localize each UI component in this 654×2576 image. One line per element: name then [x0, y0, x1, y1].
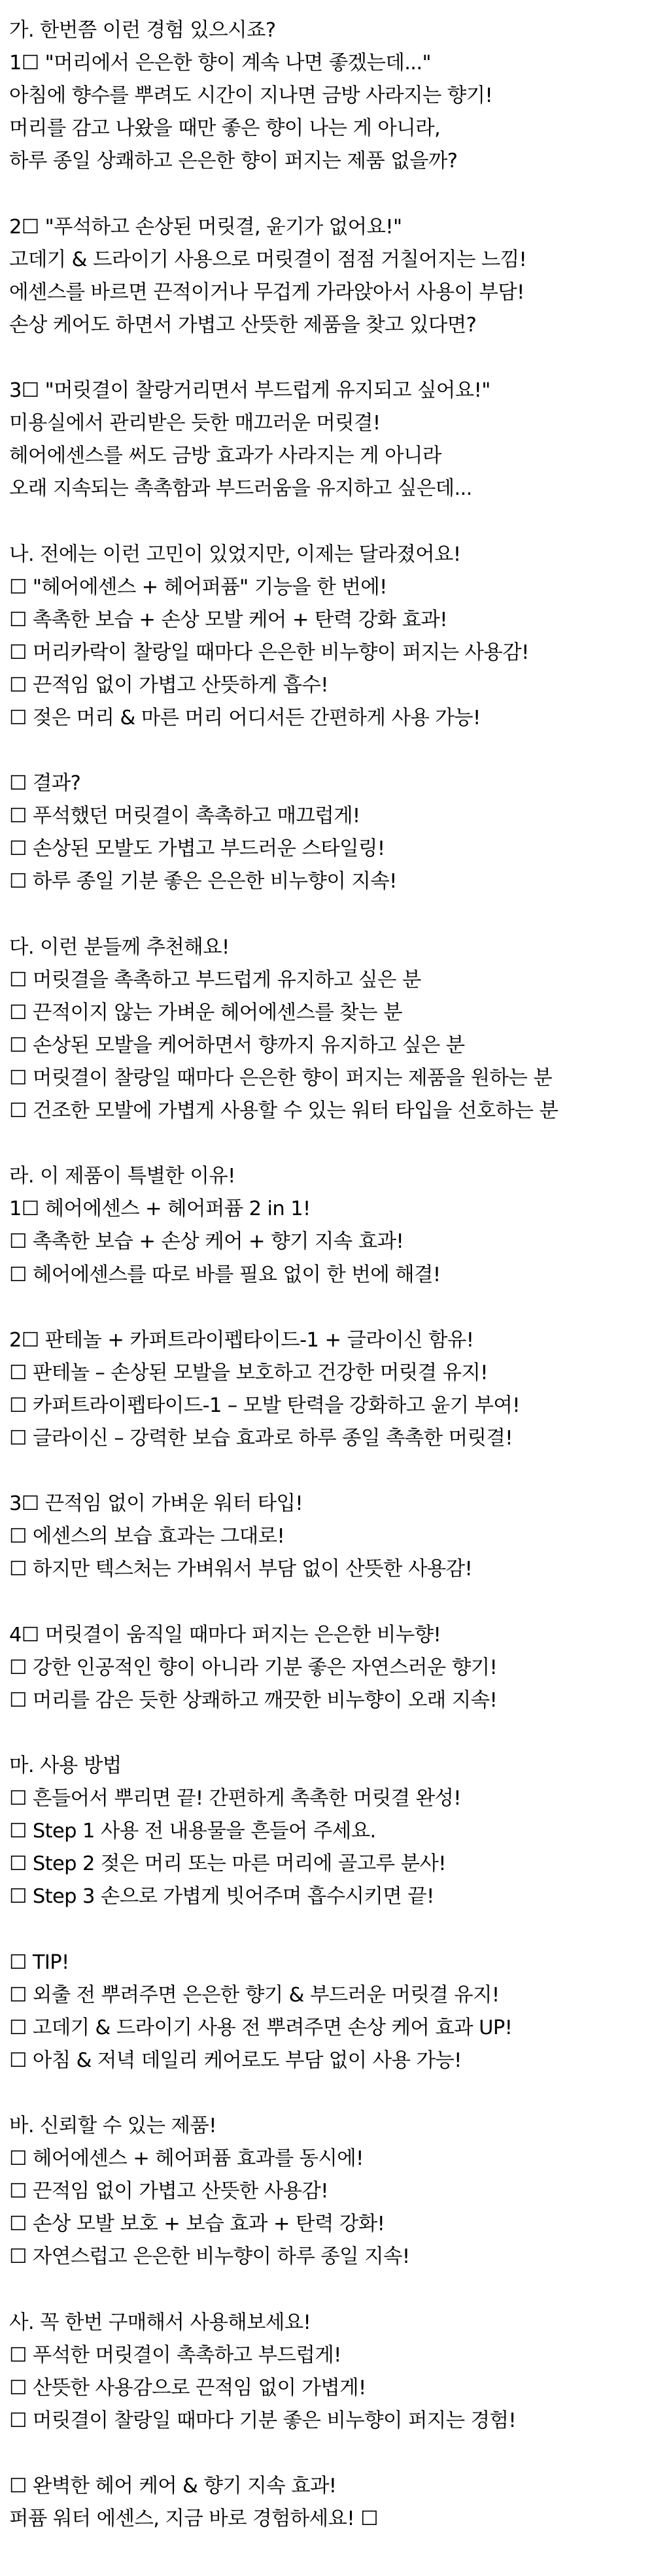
text-line: ☐ 흔들어서 뿌리면 끝! 간편하게 촉촉한 머릿결 완성! [9, 1787, 461, 1811]
text-line: 하루 종일 상쾌하고 은은한 향이 퍼지는 제품 없을까? [9, 150, 458, 173]
text-section [9, 1750, 654, 1913]
text-line: ☐ 아침 & 저녁 데일리 케어로도 부담 없이 사용 가능! [9, 2049, 462, 2072]
text-line: ☐ 머리카락이 찰랑일 때마다 은은한 비누향이 퍼지는 사용감! [9, 641, 529, 664]
text-line: ☐ 머릿결을 촉촉하고 부드럽게 유지하고 싶은 분 [9, 968, 421, 992]
text-line: ☐ 외출 전 뿌려주면 은은한 향기 & 부드러운 머릿결 유지! [9, 1983, 500, 2007]
text-section [9, 2110, 654, 2273]
text-line: ☐ "헤어에센스 + 헤어퍼퓸" 기능을 한 번에! [9, 575, 387, 599]
text-line: ☐ 글라이신 – 강력한 보습 효과로 하루 종일 촉촉한 머릿결! [9, 1427, 513, 1450]
text-line: ☐ 끈적임 없이 가볍고 산뜻한 사용감! [9, 2180, 328, 2203]
text-section [9, 1324, 654, 1455]
section-gap [9, 505, 654, 538]
text-section [9, 767, 654, 898]
text-section [9, 1160, 654, 1291]
section-gap [9, 1292, 654, 1324]
section-gap [9, 2437, 654, 2470]
text-section [9, 1619, 654, 1717]
text-section [9, 375, 654, 505]
text-line: 마. 사용 방법 [9, 1754, 122, 1777]
text-line: 2☐ 판테놀 + 카퍼트라이펩타이드-1 + 글라이신 함유! [9, 1328, 474, 1352]
text-line: ☐ 촉촉한 보습 + 손상 모발 케어 + 탄력 강화 효과! [9, 608, 447, 631]
section-gap [9, 178, 654, 210]
text-line: 퍼퓸 워터 에센스, 지금 바로 경험하세요! ☐ [9, 2507, 378, 2531]
text-line: ☐ 헤어에센스 + 헤어퍼퓸 효과를 동시에! [9, 2147, 364, 2171]
section-gap [9, 342, 654, 375]
text-section [9, 2307, 654, 2437]
text-line: ☐ Step 3 손으로 가볍게 빗어주며 흡수시키면 끝! [9, 1885, 434, 1909]
section-gap [9, 2273, 654, 2306]
section-gap [9, 735, 654, 767]
text-line: 에센스를 바르면 끈적이거나 무겁게 가라앉아서 사용이 부담! [9, 280, 525, 304]
text-line: ☐ 머릿결이 찰랑일 때마다 기분 좋은 비누향이 퍼지는 경험! [9, 2409, 516, 2432]
text-line: ☐ 결과? [9, 772, 81, 795]
text-line: 머리를 감고 나왔을 때만 좋은 향이 나는 게 아니라, [9, 117, 441, 141]
text-line: ☐ 손상된 모발도 가볍고 부드러운 스타일링! [9, 837, 385, 861]
text-line: ☐ 끈적임 없이 가볍고 산뜻하게 흡수! [9, 673, 328, 697]
text-line: 헤어에센스를 써도 금방 효과가 사라지는 게 아니라 [9, 444, 441, 468]
text-line: ☐ 푸석한 머릿결이 촉촉하고 부드럽게! [9, 2343, 341, 2367]
text-line: 1☐ "머리에서 은은한 향이 계속 나면 좋겠는데..." [9, 52, 431, 75]
section-gap [9, 1717, 654, 1750]
text-line: ☐ 강한 인공적인 향이 아니라 기분 좋은 자연스러운 향기! [9, 1656, 498, 1679]
text-line: ☐ 머릿결이 찰랑일 때마다 은은한 향이 퍼지는 제품을 원하는 분 [9, 1067, 553, 1090]
text-line: ☐ 카퍼트라이펩타이드-1 – 모발 탄력을 강화하고 윤기 부여! [9, 1394, 520, 1417]
section-gap [9, 1455, 654, 1488]
section-gap [9, 1128, 654, 1160]
text-line: 3☐ "머릿결이 찰랑거리면서 부드럽게 유지되고 싶어요!" [9, 379, 490, 403]
text-line: 손상 케어도 하면서 가볍고 산뜻한 제품을 찾고 있다면? [9, 313, 477, 337]
text-line: ☐ TIP! [9, 1950, 69, 1974]
text-section [9, 1488, 654, 1586]
text-line: ☐ 손상 모발 보호 + 보습 효과 + 탄력 강화! [9, 2213, 385, 2236]
text-line: ☐ 하루 종일 기분 좋은 은은한 비누향이 지속! [9, 870, 397, 894]
text-line: ☐ Step 2 젖은 머리 또는 마른 머리에 골고루 분사! [9, 1852, 446, 1876]
text-line: 다. 이런 분들께 추천해요! [9, 935, 230, 959]
text-line: ☐ 에센스의 보습 효과는 그대로! [9, 1525, 285, 1548]
text-line: 아침에 향수를 뿌려도 시간이 지나면 금방 사라지는 향기! [9, 84, 493, 108]
text-line: 바. 신뢰할 수 있는 제품! [9, 2115, 216, 2137]
text-line: 고데기 & 드라이기 사용으로 머릿결이 점점 거칠어지는 느낌! [9, 248, 527, 271]
section-gap [9, 1586, 654, 1619]
text-section [9, 211, 654, 342]
text-line: ☐ 머리를 감은 듯한 상쾌하고 깨끗한 비누향이 오래 지속! [9, 1688, 498, 1712]
text-section [9, 1947, 654, 2077]
text-line: ☐ 하지만 텍스처는 가벼워서 부담 없이 산뜻한 사용감! [9, 1558, 473, 1581]
section-gap [9, 899, 654, 931]
text-section [9, 14, 654, 178]
text-line: 1☐ 헤어에센스 + 헤어퍼퓸 2 in 1! [9, 1197, 311, 1221]
text-line: 라. 이 제품이 특별한 이유! [9, 1165, 235, 1188]
text-section [9, 539, 654, 735]
text-line: ☐ 헤어에센스를 따로 바를 필요 없이 한 번에 해결! [9, 1263, 441, 1286]
text-line: ☐ 젖은 머리 & 마른 머리 어디서든 간편하게 사용 가능! [9, 706, 481, 729]
text-line: 사. 꼭 한번 구매해서 사용해보세요! [9, 2311, 311, 2334]
text-line: ☐ 푸석했던 머릿결이 촉촉하고 매끄럽게! [9, 805, 360, 828]
text-line: ☐ Step 1 사용 전 내용물을 흔들어 주세요. [9, 1820, 376, 1843]
text-line: 나. 전에는 이런 고민이 있었지만, 이제는 달라졌어요! [9, 543, 461, 566]
text-line: ☐ 완벽한 헤어 케어 & 향기 지속 효과! [9, 2475, 337, 2498]
section-gap [9, 2077, 654, 2110]
text-line: 2☐ "푸석하고 손상된 머릿결, 윤기가 없어요!" [9, 215, 402, 239]
text-line: 오래 지속되는 촉촉함과 부드러움을 유지하고 싶은데... [9, 477, 472, 501]
section-gap [9, 1913, 654, 1946]
text-line: ☐ 촉촉한 보습 + 손상 케어 + 향기 지속 효과! [9, 1230, 404, 1254]
text-line: ☐ 손상된 모발을 케어하면서 향까지 유지하고 싶은 분 [9, 1033, 465, 1057]
text-line: ☐ 판테놀 – 손상된 모발을 보호하고 건강한 머릿결 유지! [9, 1361, 488, 1384]
text-line: 가. 한번쯤 이런 경험 있으시죠? [9, 19, 276, 42]
text-line: ☐ 산뜻한 사용감으로 끈적임 없이 가볍게! [9, 2376, 366, 2400]
text-line: 4☐ 머릿결이 움직일 때마다 퍼지는 은은한 비누향! [9, 1623, 441, 1647]
text-line: ☐ 건조한 모발에 가볍게 사용할 수 있는 워터 타입을 선호하는 분 [9, 1099, 559, 1123]
text-line: ☐ 자연스럽고 은은한 비누향이 하루 종일 지속! [9, 2245, 410, 2269]
text-section [9, 931, 654, 1128]
text-section [9, 2470, 654, 2535]
text-line: 3☐ 끈적임 없이 가벼운 워터 타입! [9, 1492, 303, 1516]
text-line: ☐ 끈적이지 않는 가벼운 헤어에센스를 찾는 분 [9, 1001, 402, 1024]
text-line: 미용실에서 관리받은 듯한 매끄러운 머릿결! [9, 412, 381, 435]
text-line: ☐ 고데기 & 드라이기 사용 전 뿌려주면 손상 케어 효과 UP! [9, 2016, 513, 2039]
